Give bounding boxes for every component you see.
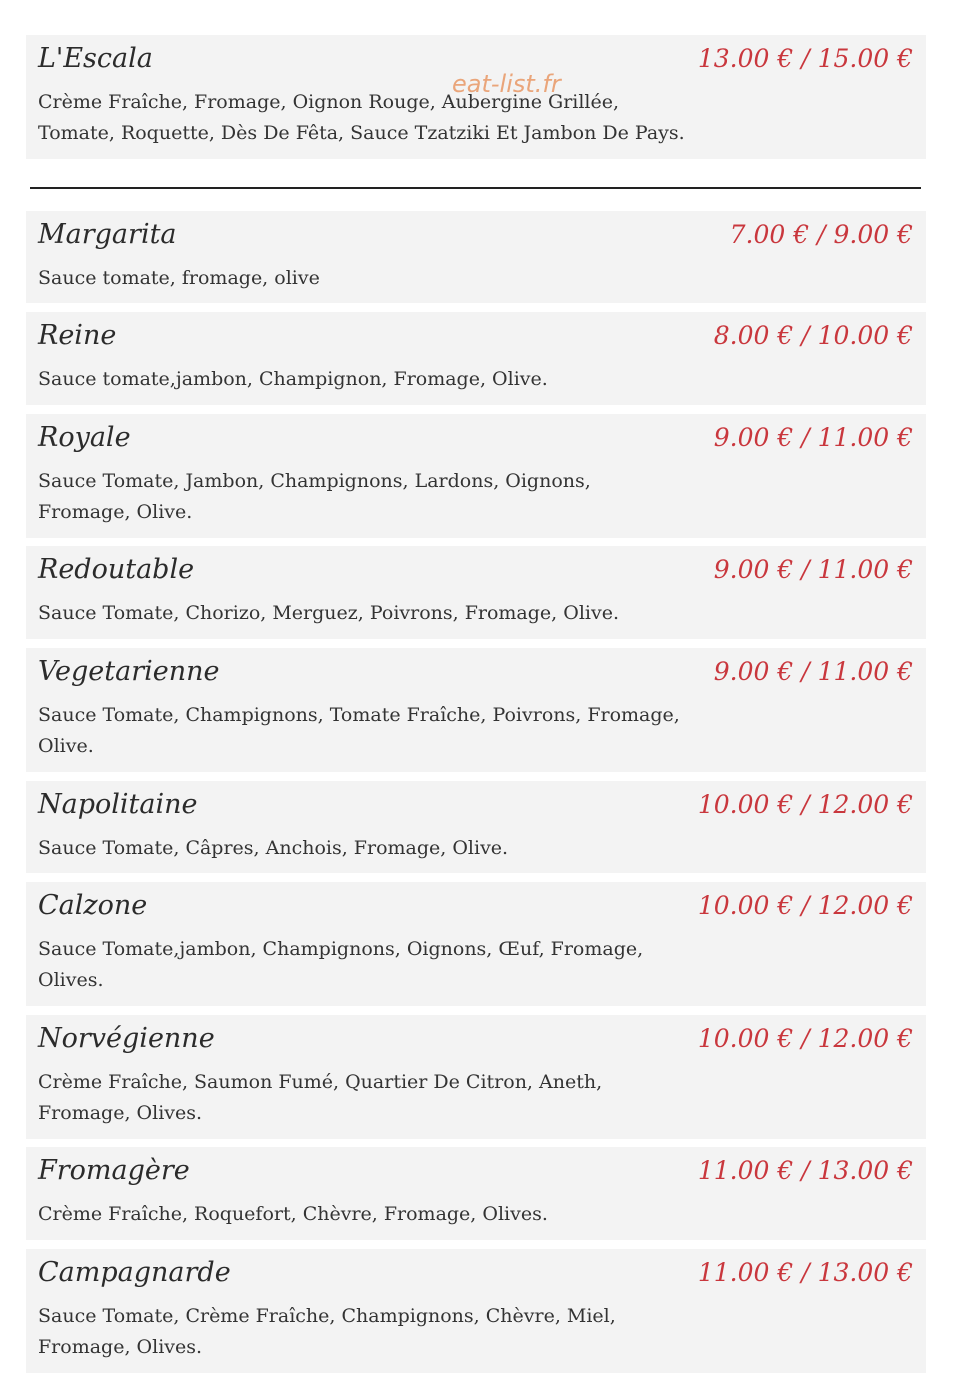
menu-item-redoutable (26, 546, 926, 639)
item-name: Calzone (38, 890, 148, 921)
watermark: eat-list.fr (452, 70, 561, 98)
item-price: 10.00 € / 12.00 € (697, 1024, 913, 1053)
item-price: 10.00 € / 12.00 € (697, 891, 913, 920)
menu-item-margarita (26, 211, 926, 303)
menu-item-norvegienne (26, 1015, 926, 1139)
item-name: Margarita (38, 219, 177, 250)
item-name: Redoutable (38, 554, 195, 585)
item-price: 8.00 € / 10.00 € (713, 321, 913, 350)
menu-item-fromagere (26, 1147, 926, 1240)
menu-item-reine (26, 312, 926, 405)
item-name: Napolitaine (38, 789, 198, 820)
menu-item-campagnarde (26, 1249, 926, 1373)
menu-item-royale (26, 414, 926, 538)
menu-item-napolitaine (26, 781, 926, 873)
item-name: Campagnarde (38, 1257, 231, 1288)
item-price: 11.00 € / 13.00 € (697, 1258, 913, 1287)
item-description: Sauce Tomate, Champignons, Tomate Fraîche, Poivrons, Fromage, Olive. (38, 704, 680, 757)
item-name: Royale (38, 422, 131, 453)
item-name: L'Escala (38, 43, 153, 74)
item-name: Vegetarienne (38, 656, 220, 687)
item-description: Sauce Tomate, Jambon, Champignons, Lardons, Oignons, Fromage, Olive. (38, 470, 591, 523)
item-description: Crème Fraîche, Roquefort, Chèvre, Fromage, Olives. (38, 1203, 548, 1225)
item-price: 9.00 € / 11.00 € (713, 657, 913, 686)
item-description: Crème Fraîche, Saumon Fumé, Quartier De Citron, Aneth, Fromage, Olives. (38, 1071, 603, 1124)
item-description: Sauce Tomate, Câpres, Anchois, Fromage, Olive. (38, 837, 509, 859)
item-description: Sauce Tomate,jambon, Champignons, Oignons, Œuf, Fromage, Olives. (38, 938, 644, 991)
item-name: Fromagère (38, 1155, 190, 1186)
item-price: 11.00 € / 13.00 € (697, 1156, 913, 1185)
item-price: 13.00 € / 15.00 € (697, 44, 913, 73)
item-name: Norvégienne (38, 1023, 215, 1054)
item-price: 9.00 € / 11.00 € (713, 423, 913, 452)
item-description: Sauce tomate, fromage, olive (38, 267, 320, 289)
item-price: 7.00 € / 9.00 € (729, 220, 913, 249)
section-divider (30, 187, 921, 189)
menu-item-vegetarienne (26, 648, 926, 772)
item-price: 9.00 € / 11.00 € (713, 555, 913, 584)
item-description: Sauce tomate,jambon, Champignon, Fromage, Olive. (38, 368, 548, 390)
item-price: 10.00 € / 12.00 € (697, 790, 913, 819)
item-description: Crème Fraîche, Fromage, Oignon Rouge, Aubergine Grillée, Tomate, Roquette, Dès De Fêta, Sauce Tzatziki Et Jambon De Pays. (38, 91, 685, 144)
item-description: Sauce Tomate, Crème Fraîche, Champignons, Chèvre, Miel, Fromage, Olives. (38, 1305, 616, 1358)
menu-item-calzone (26, 882, 926, 1006)
item-name: Reine (38, 320, 117, 351)
item-description: Sauce Tomate, Chorizo, Merguez, Poivrons, Fromage, Olive. (38, 602, 619, 624)
